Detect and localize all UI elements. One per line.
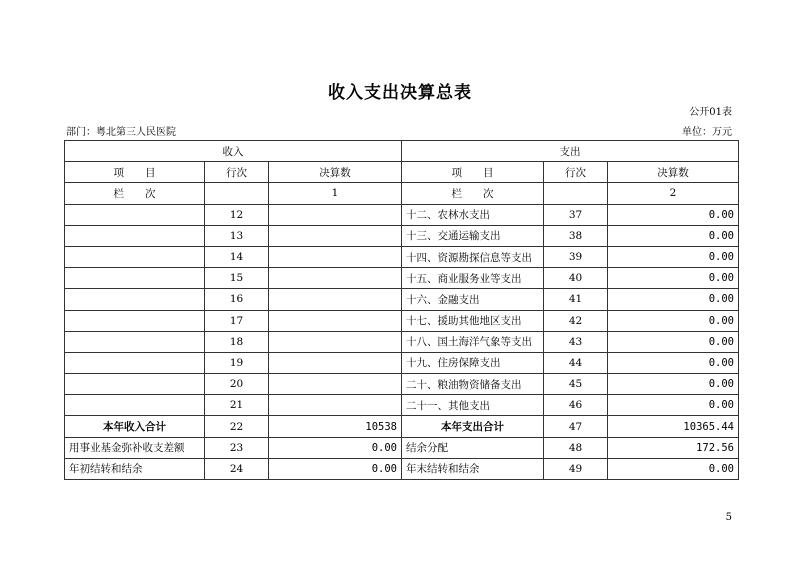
table-row <box>65 395 739 416</box>
income-item-cell <box>65 331 205 352</box>
income-row-no-cell: 23 <box>205 437 269 458</box>
expense-item-cell: 十八、国土海洋气象等支出 <box>402 331 544 352</box>
table-row <box>65 331 739 352</box>
income-amount-cell: 0.00 <box>269 458 402 479</box>
income-row-no-cell: 18 <box>205 331 269 352</box>
income-row-no-cell: 21 <box>205 395 269 416</box>
expense-item-cell: 十六、金融支出 <box>402 289 544 310</box>
empty-cell <box>544 183 608 204</box>
expense-amount-cell: 0.00 <box>608 268 739 289</box>
expense-column-label: 栏 次 <box>402 183 544 204</box>
expense-amount-header: 决算数 <box>608 162 739 183</box>
expense-row-no-cell: 48 <box>544 437 608 458</box>
header-row-columns <box>65 162 739 183</box>
expense-amount-cell: 0.00 <box>608 310 739 331</box>
table-row <box>65 289 739 310</box>
income-item-cell <box>65 352 205 373</box>
table-row <box>65 458 739 479</box>
table-row <box>65 310 739 331</box>
expense-item-cell: 十二、农林水支出 <box>402 204 544 225</box>
expense-amount-cell: 0.00 <box>608 352 739 373</box>
table-row <box>65 437 739 458</box>
income-item-cell <box>65 310 205 331</box>
expense-amount-cell: 0.00 <box>608 374 739 395</box>
expense-item-cell: 十四、资源勘探信息等支出 <box>402 246 544 267</box>
department-label: 部门：粤北第三人民医院 <box>66 127 176 138</box>
header-row-column-numbers <box>65 183 739 204</box>
income-item-cell <box>65 246 205 267</box>
income-amount-cell <box>269 268 402 289</box>
income-amount-cell <box>269 204 402 225</box>
income-amount-cell: 10538 <box>269 416 402 437</box>
page-number: 5 <box>725 512 732 523</box>
expense-amount-cell: 10365.44 <box>608 416 739 437</box>
table-row <box>65 268 739 289</box>
income-expense-table <box>64 140 739 480</box>
expense-item-cell: 结余分配 <box>402 437 544 458</box>
expense-amount-cell: 0.00 <box>608 395 739 416</box>
expense-item-cell: 年末结转和结余 <box>402 458 544 479</box>
expense-amount-cell: 0.00 <box>608 289 739 310</box>
income-amount-cell <box>269 331 402 352</box>
expense-header: 支出 <box>402 141 739 162</box>
expense-item-cell: 十三、交通运输支出 <box>402 225 544 246</box>
unit-label: 单位：万元 <box>682 127 732 138</box>
page-title: 收入支出决算总表 <box>328 83 472 103</box>
table-row <box>65 246 739 267</box>
expense-amount-cell: 0.00 <box>608 331 739 352</box>
income-item-header: 项 目 <box>65 162 205 183</box>
income-row-no-cell: 14 <box>205 246 269 267</box>
expense-amount-cell: 172.56 <box>608 437 739 458</box>
expense-amount-cell: 0.00 <box>608 246 739 267</box>
expense-item-cell: 十七、援助其他地区支出 <box>402 310 544 331</box>
income-amount-cell <box>269 352 402 373</box>
expense-amount-cell: 0.00 <box>608 204 739 225</box>
income-row-no-cell: 16 <box>205 289 269 310</box>
income-item-cell: 本年收入合计 <box>65 416 205 437</box>
total-row <box>65 416 739 437</box>
income-item-cell: 年初结转和结余 <box>65 458 205 479</box>
expense-amount-cell: 0.00 <box>608 225 739 246</box>
expense-row-no-cell: 42 <box>544 310 608 331</box>
income-item-cell <box>65 374 205 395</box>
income-row-no-cell: 22 <box>205 416 269 437</box>
expense-row-no-cell: 41 <box>544 289 608 310</box>
expense-row-no-cell: 40 <box>544 268 608 289</box>
expense-item-cell: 十五、商业服务业等支出 <box>402 268 544 289</box>
expense-row-no-cell: 46 <box>544 395 608 416</box>
expense-item-cell: 本年支出合计 <box>402 416 544 437</box>
expense-row-no-cell: 37 <box>544 204 608 225</box>
income-item-cell <box>65 225 205 246</box>
income-row-no-cell: 13 <box>205 225 269 246</box>
income-row-no-cell: 24 <box>205 458 269 479</box>
income-item-cell: 用事业基金弥补收支差额 <box>65 437 205 458</box>
expense-item-cell: 十九、住房保障支出 <box>402 352 544 373</box>
expense-row-no-cell: 45 <box>544 374 608 395</box>
expense-row-no-cell: 44 <box>544 352 608 373</box>
table-row <box>65 204 739 225</box>
income-amount-cell: 0.00 <box>269 437 402 458</box>
expense-row-no-cell: 43 <box>544 331 608 352</box>
income-item-cell <box>65 289 205 310</box>
expense-row-no-cell: 38 <box>544 225 608 246</box>
income-row-no-cell: 17 <box>205 310 269 331</box>
expense-item-header: 项 目 <box>402 162 544 183</box>
expense-row-no-cell: 47 <box>544 416 608 437</box>
income-amount-cell <box>269 225 402 246</box>
form-code: 公开01表 <box>689 107 732 118</box>
income-row-no-cell: 15 <box>205 268 269 289</box>
income-amount-cell <box>269 246 402 267</box>
income-column-label: 栏 次 <box>65 183 205 204</box>
income-row-no-cell: 20 <box>205 374 269 395</box>
income-row-no-header: 行次 <box>205 162 269 183</box>
income-column-number: 1 <box>269 183 402 204</box>
expense-row-no-header: 行次 <box>544 162 608 183</box>
income-amount-cell <box>269 310 402 331</box>
income-item-cell <box>65 204 205 225</box>
income-row-no-cell: 19 <box>205 352 269 373</box>
income-item-cell <box>65 268 205 289</box>
income-item-cell <box>65 395 205 416</box>
table-row <box>65 352 739 373</box>
expense-row-no-cell: 39 <box>544 246 608 267</box>
table-row <box>65 374 739 395</box>
empty-cell <box>205 183 269 204</box>
income-amount-cell <box>269 289 402 310</box>
income-amount-cell <box>269 395 402 416</box>
expense-item-cell: 二十、粮油物资储备支出 <box>402 374 544 395</box>
expense-column-number: 2 <box>608 183 739 204</box>
expense-item-cell: 二十一、其他支出 <box>402 395 544 416</box>
table-row <box>65 225 739 246</box>
income-amount-cell <box>269 374 402 395</box>
header-row-sections <box>65 141 739 162</box>
income-header: 收入 <box>65 141 402 162</box>
expense-row-no-cell: 49 <box>544 458 608 479</box>
expense-amount-cell: 0.00 <box>608 458 739 479</box>
income-amount-header: 决算数 <box>269 162 402 183</box>
income-row-no-cell: 12 <box>205 204 269 225</box>
